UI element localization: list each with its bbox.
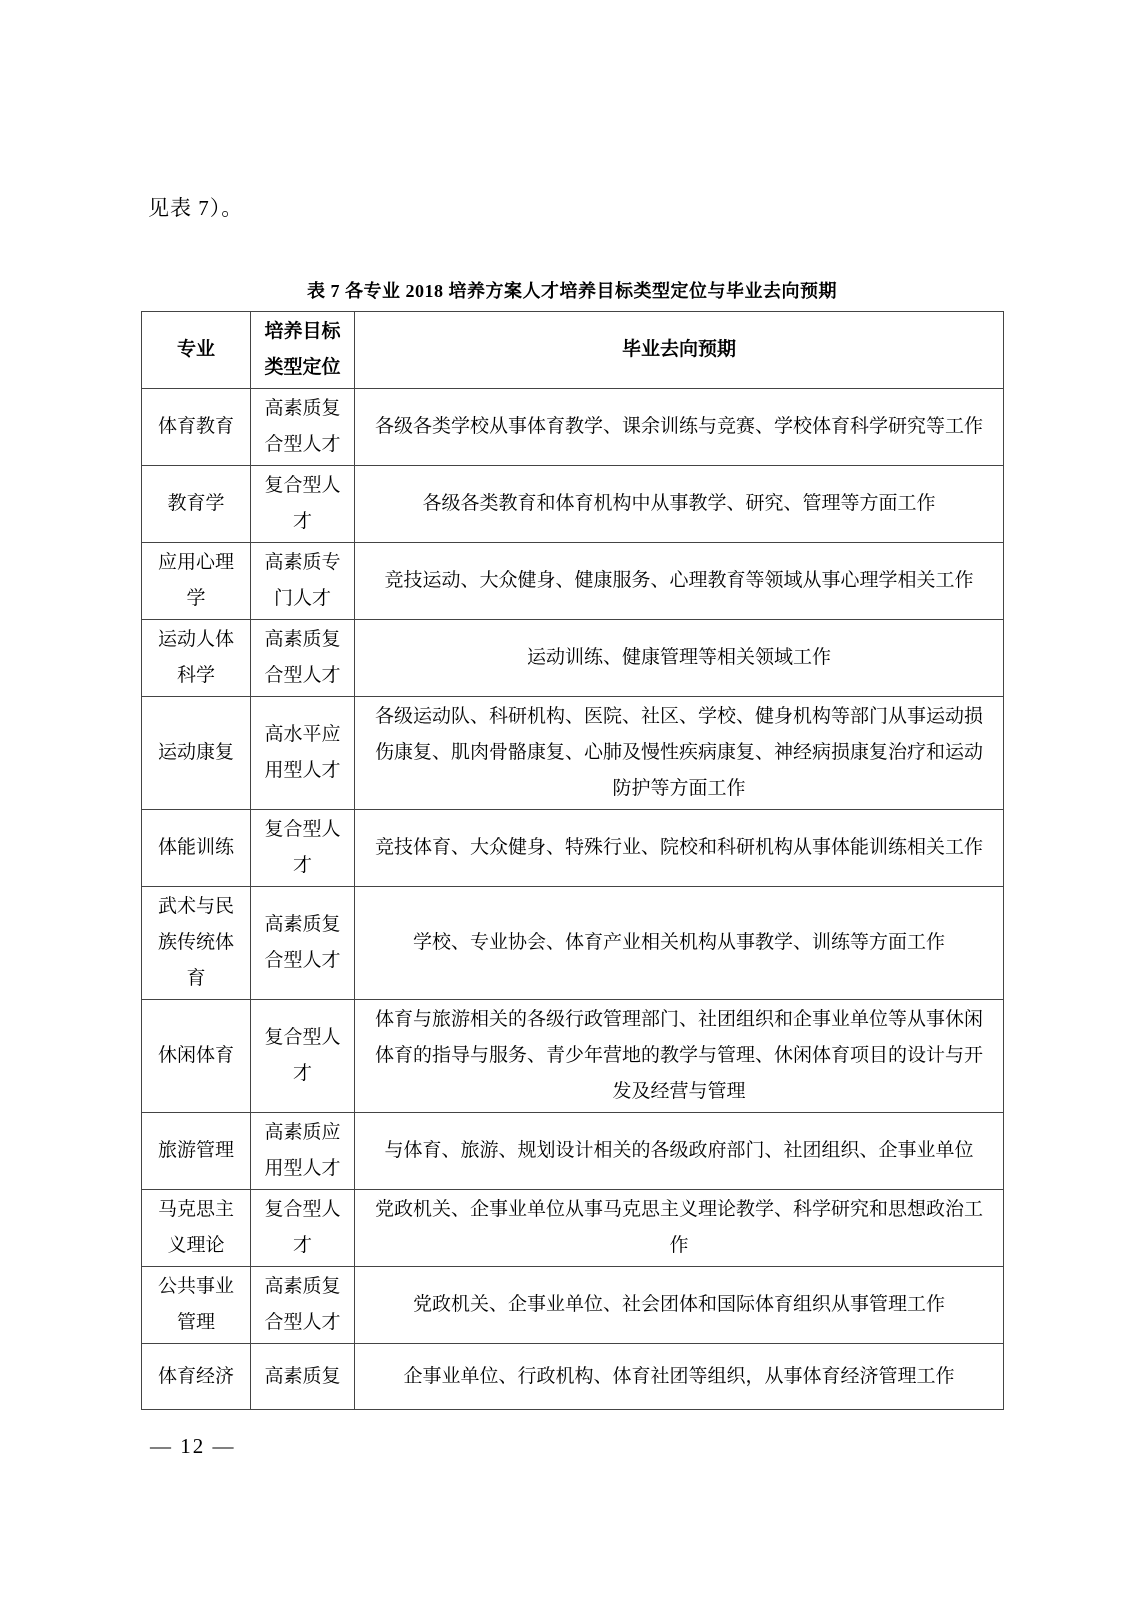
table-row bbox=[142, 1113, 1004, 1190]
cell-training-goal-type: 复合型人才 bbox=[251, 810, 355, 887]
table-row bbox=[142, 620, 1004, 697]
cell-graduation-destination: 各级运动队、科研机构、医院、社区、学校、健身机构等部门从事运动损伤康复、肌肉骨骼康复、心肺及慢性疾病康复、神经病损康复治疗和运动防护等方面工作 bbox=[355, 697, 1004, 810]
table-row bbox=[142, 1344, 1004, 1410]
cell-graduation-destination: 各级各类学校从事体育教学、课余训练与竞赛、学校体育科学研究等工作 bbox=[355, 389, 1004, 466]
cell-graduation-destination: 党政机关、企事业单位从事马克思主义理论教学、科学研究和思想政治工作 bbox=[355, 1190, 1004, 1267]
cell-graduation-destination: 各级各类教育和体育机构中从事教学、研究、管理等方面工作 bbox=[355, 466, 1004, 543]
cell-major: 休闲体育 bbox=[142, 1000, 251, 1113]
cell-major: 体能训练 bbox=[142, 810, 251, 887]
cell-major: 运动康复 bbox=[142, 697, 251, 810]
table-row bbox=[142, 887, 1004, 1000]
cell-major: 武术与民族传统体育 bbox=[142, 887, 251, 1000]
page-number: — 12 — bbox=[150, 1434, 236, 1458]
cell-graduation-destination: 学校、专业协会、体育产业相关机构从事教学、训练等方面工作 bbox=[355, 887, 1004, 1000]
cell-graduation-destination: 运动训练、健康管理等相关领域工作 bbox=[355, 620, 1004, 697]
table-row bbox=[142, 810, 1004, 887]
table-row bbox=[142, 1000, 1004, 1113]
table-row bbox=[142, 697, 1004, 810]
cell-major: 应用心理学 bbox=[142, 543, 251, 620]
cell-major: 旅游管理 bbox=[142, 1113, 251, 1190]
intro-text: 见表 7）。 bbox=[148, 196, 244, 220]
table-row bbox=[142, 1267, 1004, 1344]
column-header-major: 专业 bbox=[142, 312, 251, 389]
cell-graduation-destination: 竞技运动、大众健身、健康服务、心理教育等领域从事心理学相关工作 bbox=[355, 543, 1004, 620]
cell-graduation-destination: 党政机关、企事业单位、社会团体和国际体育组织从事管理工作 bbox=[355, 1267, 1004, 1344]
cell-training-goal-type: 复合型人才 bbox=[251, 466, 355, 543]
cell-training-goal-type: 复合型人才 bbox=[251, 1000, 355, 1113]
table-row bbox=[142, 389, 1004, 466]
cell-graduation-destination: 企事业单位、行政机构、体育社团等组织，从事体育经济管理工作 bbox=[355, 1344, 1004, 1410]
column-header-training-goal-type: 培养目标类型定位 bbox=[251, 312, 355, 389]
cell-training-goal-type: 高素质复合型人才 bbox=[251, 887, 355, 1000]
cell-major: 教育学 bbox=[142, 466, 251, 543]
cell-major: 运动人体科学 bbox=[142, 620, 251, 697]
cell-major: 体育经济 bbox=[142, 1344, 251, 1410]
cell-training-goal-type: 高素质复合型人才 bbox=[251, 1267, 355, 1344]
cell-training-goal-type: 高素质专门人才 bbox=[251, 543, 355, 620]
table-row bbox=[142, 543, 1004, 620]
table-row bbox=[142, 466, 1004, 543]
cell-training-goal-type: 高素质复合型人才 bbox=[251, 389, 355, 466]
cell-major: 公共事业管理 bbox=[142, 1267, 251, 1344]
cell-graduation-destination: 与体育、旅游、规划设计相关的各级政府部门、社团组织、企事业单位 bbox=[355, 1113, 1004, 1190]
table-row bbox=[142, 1190, 1004, 1267]
cell-training-goal-type: 高素质应用型人才 bbox=[251, 1113, 355, 1190]
cell-training-goal-type: 复合型人才 bbox=[251, 1190, 355, 1267]
cell-major: 体育教育 bbox=[142, 389, 251, 466]
cell-major: 马克思主义理论 bbox=[142, 1190, 251, 1267]
table-title: 表 7 各专业 2018 培养方案人才培养目标类型定位与毕业去向预期 bbox=[307, 281, 837, 301]
table-header-row bbox=[142, 312, 1004, 389]
cell-graduation-destination: 体育与旅游相关的各级行政管理部门、社团组织和企事业单位等从事休闲体育的指导与服务、青少年营地的教学与管理、休闲体育项目的设计与开发及经营与管理 bbox=[355, 1000, 1004, 1113]
cell-training-goal-type: 高素质复合型人才 bbox=[251, 620, 355, 697]
cell-training-goal-type: 高素质复 bbox=[251, 1344, 355, 1410]
training-plan-table bbox=[141, 311, 1004, 1410]
column-header-graduation-destination: 毕业去向预期 bbox=[355, 312, 1004, 389]
table-body bbox=[142, 389, 1004, 1410]
cell-graduation-destination: 竞技体育、大众健身、特殊行业、院校和科研机构从事体能训练相关工作 bbox=[355, 810, 1004, 887]
cell-training-goal-type: 高水平应用型人才 bbox=[251, 697, 355, 810]
